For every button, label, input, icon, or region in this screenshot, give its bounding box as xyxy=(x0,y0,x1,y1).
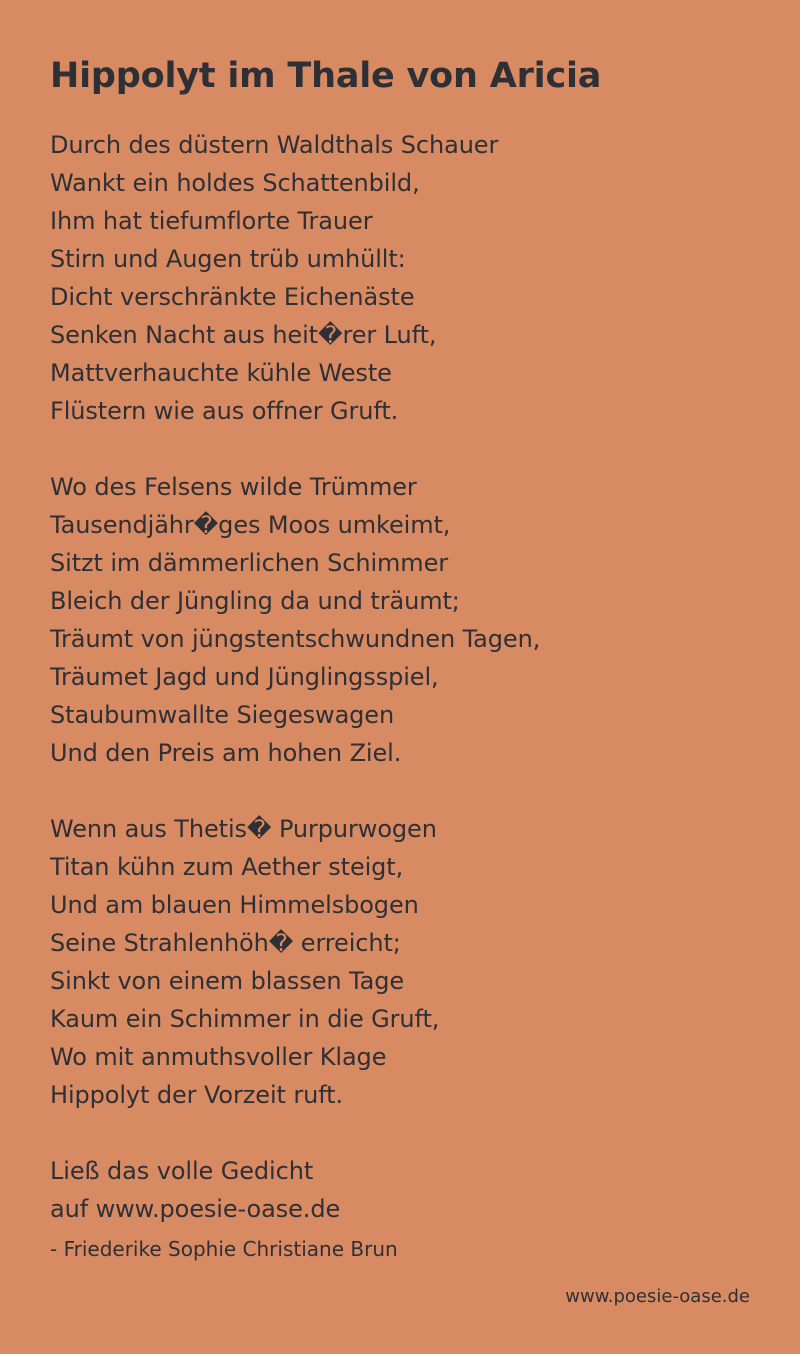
stanza-1 xyxy=(50,126,770,430)
poem-line: Staubumwallte Siegeswagen xyxy=(50,701,395,729)
poem-line: Und am blauen Himmelsbogen xyxy=(50,891,419,919)
poem-line: Dicht verschränkte Eichenäste xyxy=(50,283,415,311)
poem-page xyxy=(50,52,770,1264)
poem-line: Flüstern wie aus offner Gruft. xyxy=(50,397,399,425)
stanza-3 xyxy=(50,810,770,1114)
poem-line: Ihm hat tiefumflorte Trauer xyxy=(50,207,373,235)
poem-line: Wenn aus Thetis� Purpurwogen xyxy=(50,815,437,843)
poem-line: Mattverhauchte kühle Weste xyxy=(50,359,392,387)
poem-line: Titan kühn zum Aether steigt, xyxy=(50,853,404,881)
poem-title: Hippolyt im Thale von Aricia xyxy=(50,56,602,96)
stanza-2 xyxy=(50,468,770,772)
poem-line: Kaum ein Schimmer in die Gruft, xyxy=(50,1005,440,1033)
poem-line: Bleich der Jüngling da und träumt; xyxy=(50,587,460,615)
poem-line: Träumt von jüngstentschwundnen Tagen, xyxy=(50,625,541,653)
poem-line: Wo des Felsens wilde Trümmer xyxy=(50,473,417,501)
poem-line: Seine Strahlenhöh� erreicht; xyxy=(50,929,401,957)
poem-line: Stirn und Augen trüb umhüllt: xyxy=(50,245,406,273)
poem-line: Träumet Jagd und Jünglingsspiel, xyxy=(50,663,439,691)
poem-line: Wo mit anmuthsvoller Klage xyxy=(50,1043,387,1071)
read-more-note xyxy=(50,1152,770,1228)
read-more-line: Ließ das volle Gedicht xyxy=(50,1157,314,1185)
read-more-link[interactable]: auf www.poesie-oase.de xyxy=(50,1195,341,1223)
poem-line: Und den Preis am hohen Ziel. xyxy=(50,739,402,767)
poem-line: Tausendjähr�ges Moos umkeimt, xyxy=(50,511,451,539)
poem-line: Hippolyt der Vorzeit ruft. xyxy=(50,1081,343,1109)
author-credit: - Friederike Sophie Christiane Brun xyxy=(50,1237,398,1261)
poem-line: Durch des düstern Waldthals Schauer xyxy=(50,131,499,159)
footer-website-link[interactable]: www.poesie-oase.de xyxy=(565,1286,750,1307)
poem-line: Sitzt im dämmerlichen Schimmer xyxy=(50,549,449,577)
poem-line: Sinkt von einem blassen Tage xyxy=(50,967,405,995)
poem-line: Wankt ein holdes Schattenbild, xyxy=(50,169,420,197)
poem-line: Senken Nacht aus heit�rer Luft, xyxy=(50,321,437,349)
